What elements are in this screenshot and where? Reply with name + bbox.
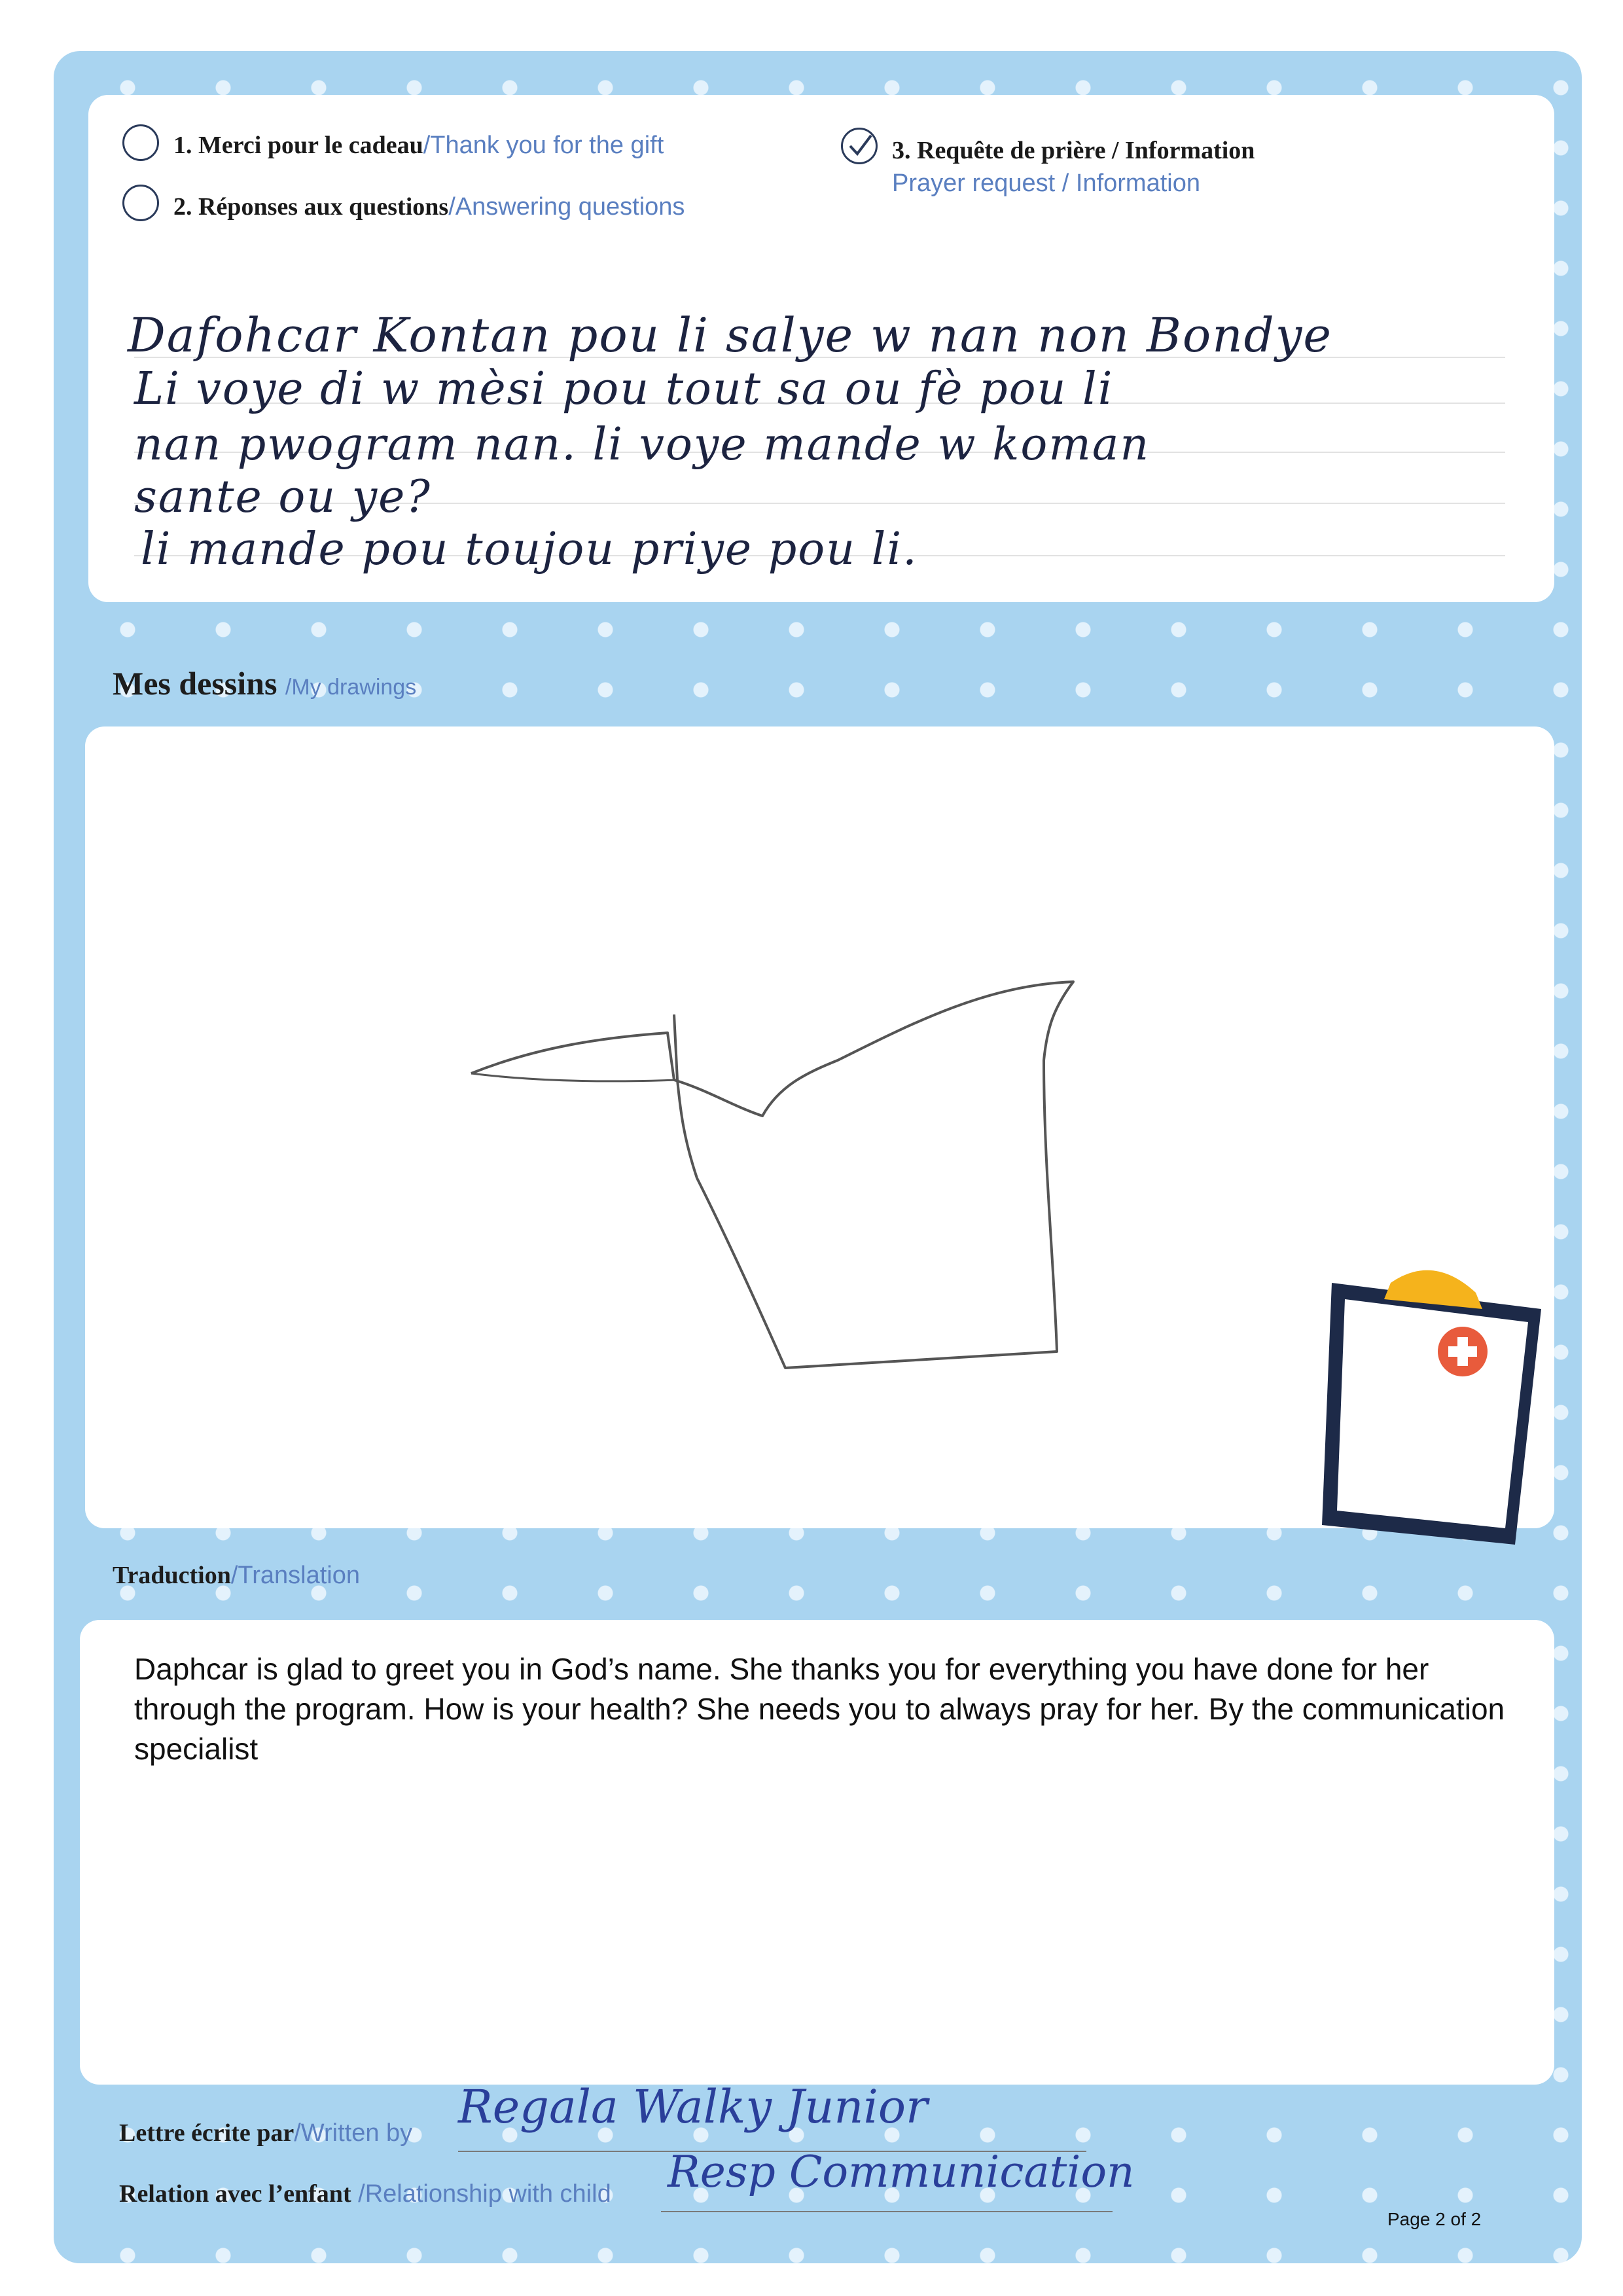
page-number: Page 2 of 2 xyxy=(1387,2209,1482,2229)
written-by-label-fr: Lettre écrite par xyxy=(119,2119,294,2147)
drawings-title-fr: Mes dessins xyxy=(113,665,277,702)
relationship-label-en: /Relationship with child xyxy=(351,2180,611,2208)
translation-text: Daphcar is glad to greet you in God’s name. She thanks you for everything you have done for her through the program. How is your health? She needs you to always pray for her. By the communication specialist xyxy=(134,1652,1505,1766)
relationship-label-fr: Relation avec l’enfant xyxy=(119,2180,351,2208)
checkbox-label-fr: 1. Merci pour le cadeau xyxy=(173,132,423,159)
medical-clipboard-icon xyxy=(1319,1270,1567,1558)
handwritten-line: Dafohcar Kontan pou li salye w nan non Bondye xyxy=(128,308,1333,363)
written-by-label-en: /Written by xyxy=(294,2119,413,2147)
handwritten-line: li mande pou toujou priye pou li. xyxy=(141,524,918,575)
checkbox-label-en: Prayer request / Information xyxy=(892,170,1200,197)
handwritten-line: sante ou ye? xyxy=(134,471,431,523)
translation-title-en: /Translation xyxy=(230,1562,360,1589)
checkbox-label-en: /Thank you for the gift xyxy=(423,132,664,159)
translation-title-fr: Traduction xyxy=(113,1562,231,1589)
checkbox-label-fr: 3. Requête de prière / Information xyxy=(892,137,1255,164)
translation-title xyxy=(113,1561,360,1590)
written-by-label xyxy=(119,2119,412,2147)
checkbox-label-en: /Answering questions xyxy=(448,193,685,221)
relationship-label xyxy=(119,2179,611,2208)
checkbox-label-fr: 2. Réponses aux questions xyxy=(173,193,449,221)
relationship-value: Resp Communication xyxy=(668,2147,1135,2197)
signature-line xyxy=(661,2211,1113,2212)
written-by-signature: Regala Walky Junior xyxy=(458,2080,928,2134)
handwritten-line: nan pwogram nan. li voye mande w koman xyxy=(134,419,1150,471)
drawings-title-en: /My drawings xyxy=(285,675,417,700)
handwritten-line: Li voye di w mèsi pou tout sa ou fè pou li xyxy=(134,363,1114,415)
